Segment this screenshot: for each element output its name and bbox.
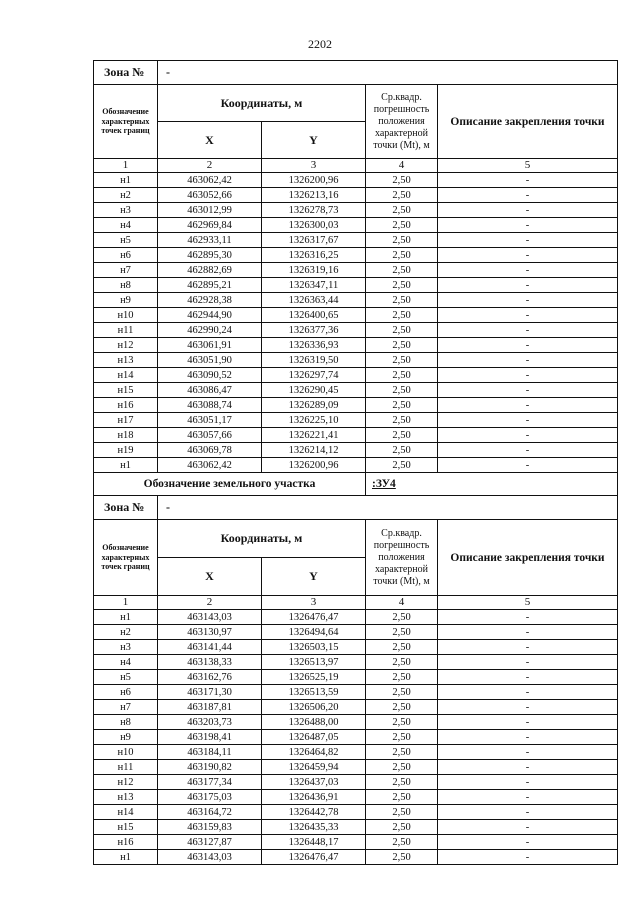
col-num-1: 1: [94, 159, 158, 173]
table-row: [94, 625, 618, 640]
y-value: 1326488,00: [262, 715, 366, 730]
description-value: -: [438, 353, 618, 368]
description-value: -: [438, 640, 618, 655]
accuracy-value: 2,50: [366, 383, 438, 398]
table-row: [94, 850, 618, 865]
table-row: [94, 775, 618, 790]
table-row: [94, 233, 618, 248]
description-value: -: [438, 835, 618, 850]
accuracy-value: 2,50: [366, 398, 438, 413]
accuracy-value: 2,50: [366, 610, 438, 625]
y-value: 1326319,50: [262, 353, 366, 368]
table-row: [94, 413, 618, 428]
description-value: -: [438, 173, 618, 188]
point-label: н2: [94, 625, 158, 640]
table-row: [94, 383, 618, 398]
accuracy-value: 2,50: [366, 278, 438, 293]
accuracy-value: 2,50: [366, 218, 438, 233]
y-value: 1326290,45: [262, 383, 366, 398]
x-value: 463171,30: [158, 685, 262, 700]
col-num-5: 5: [438, 596, 618, 610]
x-value: 463159,83: [158, 820, 262, 835]
zone-2-label: Зона №: [94, 496, 158, 520]
description-value: -: [438, 248, 618, 263]
table-row: [94, 308, 618, 323]
description-value: -: [438, 278, 618, 293]
table-row: [94, 805, 618, 820]
description-value: -: [438, 730, 618, 745]
x-value: 463061,91: [158, 338, 262, 353]
x-value: 462944,90: [158, 308, 262, 323]
accuracy-value: 2,50: [366, 670, 438, 685]
table-row: [94, 173, 618, 188]
x-value: 462990,24: [158, 323, 262, 338]
table-row: [94, 655, 618, 670]
table-row: [94, 730, 618, 745]
point-label: н9: [94, 293, 158, 308]
table-row: [94, 428, 618, 443]
description-value: -: [438, 805, 618, 820]
accuracy-value: 2,50: [366, 323, 438, 338]
col-num-1: 1: [94, 596, 158, 610]
header-description: Описание закрепления точки: [438, 85, 618, 159]
x-value: 463143,03: [158, 610, 262, 625]
point-label: н16: [94, 398, 158, 413]
y-value: 1326436,91: [262, 790, 366, 805]
table-row: [94, 263, 618, 278]
point-label: н12: [94, 775, 158, 790]
description-value: -: [438, 293, 618, 308]
description-value: -: [438, 233, 618, 248]
description-value: -: [438, 610, 618, 625]
point-label: н14: [94, 368, 158, 383]
description-value: -: [438, 338, 618, 353]
table-row: [94, 203, 618, 218]
zone-1-row: [94, 61, 618, 85]
description-value: -: [438, 188, 618, 203]
table-row: [94, 353, 618, 368]
description-value: -: [438, 625, 618, 640]
y-value: 1326278,73: [262, 203, 366, 218]
accuracy-value: 2,50: [366, 730, 438, 745]
description-value: -: [438, 820, 618, 835]
table-row: [94, 293, 618, 308]
y-value: 1326225,10: [262, 413, 366, 428]
x-value: 463012,99: [158, 203, 262, 218]
table-row: [94, 610, 618, 625]
accuracy-value: 2,50: [366, 458, 438, 473]
y-value: 1326347,11: [262, 278, 366, 293]
point-label: н1: [94, 173, 158, 188]
description-value: -: [438, 308, 618, 323]
y-value: 1326200,96: [262, 458, 366, 473]
y-value: 1326437,03: [262, 775, 366, 790]
table-row: [94, 640, 618, 655]
y-value: 1326464,82: [262, 745, 366, 760]
col-num-4: 4: [366, 596, 438, 610]
y-value: 1326363,44: [262, 293, 366, 308]
point-label: н11: [94, 760, 158, 775]
x-value: 463057,66: [158, 428, 262, 443]
table-row: [94, 368, 618, 383]
zone-1-header-row-1: [94, 85, 618, 122]
x-value: 462928,38: [158, 293, 262, 308]
table-row: [94, 323, 618, 338]
y-value: 1326476,47: [262, 610, 366, 625]
accuracy-value: 2,50: [366, 338, 438, 353]
accuracy-value: 2,50: [366, 640, 438, 655]
coordinates-table: [93, 60, 618, 865]
zone-2-row: [94, 496, 618, 520]
description-value: -: [438, 685, 618, 700]
description-value: -: [438, 323, 618, 338]
zone-2-header-row-1: [94, 520, 618, 558]
zone-1-column-numbers: [94, 159, 618, 173]
accuracy-value: 2,50: [366, 263, 438, 278]
x-value: 463143,03: [158, 850, 262, 865]
accuracy-value: 2,50: [366, 655, 438, 670]
x-value: 462933,11: [158, 233, 262, 248]
point-label: н8: [94, 715, 158, 730]
x-value: 463088,74: [158, 398, 262, 413]
parcel-designation-label: Обозначение земельного участка: [94, 473, 366, 496]
description-value: -: [438, 218, 618, 233]
x-value: 463198,41: [158, 730, 262, 745]
y-value: 1326448,17: [262, 835, 366, 850]
point-label: н16: [94, 835, 158, 850]
x-value: 463190,82: [158, 760, 262, 775]
description-value: -: [438, 790, 618, 805]
zone-2-value: -: [158, 496, 618, 520]
accuracy-value: 2,50: [366, 353, 438, 368]
point-label: н15: [94, 383, 158, 398]
y-value: 1326214,12: [262, 443, 366, 458]
y-value: 1326200,96: [262, 173, 366, 188]
table-row: [94, 820, 618, 835]
accuracy-value: 2,50: [366, 413, 438, 428]
accuracy-value: 2,50: [366, 835, 438, 850]
y-value: 1326316,25: [262, 248, 366, 263]
page-number: 2202: [308, 37, 332, 51]
x-value: 463162,76: [158, 670, 262, 685]
point-label: н9: [94, 730, 158, 745]
x-value: 463052,66: [158, 188, 262, 203]
parcel-designation-row: [94, 473, 618, 496]
table-row: [94, 760, 618, 775]
point-label: н7: [94, 700, 158, 715]
y-value: 1326221,41: [262, 428, 366, 443]
accuracy-value: 2,50: [366, 428, 438, 443]
y-value: 1326513,59: [262, 685, 366, 700]
x-value: 463069,78: [158, 443, 262, 458]
table-row: [94, 278, 618, 293]
accuracy-value: 2,50: [366, 790, 438, 805]
point-label: н1: [94, 610, 158, 625]
col-num-3: 3: [262, 159, 366, 173]
accuracy-value: 2,50: [366, 700, 438, 715]
table-row: [94, 715, 618, 730]
point-label: н11: [94, 323, 158, 338]
description-value: -: [438, 458, 618, 473]
accuracy-value: 2,50: [366, 775, 438, 790]
description-value: -: [438, 775, 618, 790]
description-value: -: [438, 850, 618, 865]
x-value: 462895,21: [158, 278, 262, 293]
description-value: -: [438, 368, 618, 383]
x-value: 463130,97: [158, 625, 262, 640]
col-num-4: 4: [366, 159, 438, 173]
table-row: [94, 685, 618, 700]
point-label: н12: [94, 338, 158, 353]
coordinates-sheet: [93, 60, 617, 865]
accuracy-value: 2,50: [366, 368, 438, 383]
description-value: -: [438, 760, 618, 775]
description-value: -: [438, 413, 618, 428]
point-label: н8: [94, 278, 158, 293]
table-row: [94, 398, 618, 413]
accuracy-value: 2,50: [366, 820, 438, 835]
y-value: 1326459,94: [262, 760, 366, 775]
table-row: [94, 248, 618, 263]
accuracy-value: 2,50: [366, 745, 438, 760]
point-label: н6: [94, 685, 158, 700]
table-row: [94, 790, 618, 805]
x-value: 463184,11: [158, 745, 262, 760]
x-value: 463138,33: [158, 655, 262, 670]
accuracy-value: 2,50: [366, 443, 438, 458]
point-label: н3: [94, 203, 158, 218]
accuracy-value: 2,50: [366, 625, 438, 640]
point-label: н6: [94, 248, 158, 263]
y-value: 1326494,64: [262, 625, 366, 640]
point-label: н4: [94, 218, 158, 233]
description-value: -: [438, 700, 618, 715]
point-label: н4: [94, 655, 158, 670]
accuracy-value: 2,50: [366, 188, 438, 203]
col-num-2: 2: [158, 159, 262, 173]
x-value: 463177,34: [158, 775, 262, 790]
y-value: 1326400,65: [262, 308, 366, 323]
y-value: 1326503,15: [262, 640, 366, 655]
accuracy-value: 2,50: [366, 248, 438, 263]
header-coordinates: Координаты, м: [158, 520, 366, 558]
point-label: н5: [94, 670, 158, 685]
header-coordinates: Координаты, м: [158, 85, 366, 122]
point-label: н13: [94, 790, 158, 805]
header-point-designation: Обозначение характерных точек границ: [94, 85, 158, 159]
description-value: -: [438, 428, 618, 443]
header-point-designation: Обозначение характерных точек границ: [94, 520, 158, 596]
y-value: 1326506,20: [262, 700, 366, 715]
zone-1-label: Зона №: [94, 61, 158, 85]
y-value: 1326525,19: [262, 670, 366, 685]
y-value: 1326435,33: [262, 820, 366, 835]
x-value: 463062,42: [158, 173, 262, 188]
x-value: 463062,42: [158, 458, 262, 473]
x-value: 463164,72: [158, 805, 262, 820]
header-x: X: [158, 122, 262, 159]
x-value: 463051,17: [158, 413, 262, 428]
accuracy-value: 2,50: [366, 173, 438, 188]
x-value: 463203,73: [158, 715, 262, 730]
header-x: X: [158, 558, 262, 596]
y-value: 1326297,74: [262, 368, 366, 383]
table-row: [94, 338, 618, 353]
table-row: [94, 700, 618, 715]
x-value: 463187,81: [158, 700, 262, 715]
accuracy-value: 2,50: [366, 233, 438, 248]
point-label: н19: [94, 443, 158, 458]
y-value: 1326289,09: [262, 398, 366, 413]
table-row: [94, 443, 618, 458]
point-label: н13: [94, 353, 158, 368]
y-value: 1326336,93: [262, 338, 366, 353]
accuracy-value: 2,50: [366, 715, 438, 730]
point-label: н17: [94, 413, 158, 428]
point-label: н10: [94, 745, 158, 760]
point-label: н3: [94, 640, 158, 655]
point-label: н15: [94, 820, 158, 835]
point-label: н18: [94, 428, 158, 443]
accuracy-value: 2,50: [366, 308, 438, 323]
col-num-3: 3: [262, 596, 366, 610]
accuracy-value: 2,50: [366, 850, 438, 865]
description-value: -: [438, 443, 618, 458]
header-y: Y: [262, 558, 366, 596]
x-value: 463090,52: [158, 368, 262, 383]
y-value: 1326476,47: [262, 850, 366, 865]
x-value: 463141,44: [158, 640, 262, 655]
description-value: -: [438, 203, 618, 218]
point-label: н2: [94, 188, 158, 203]
y-value: 1326213,16: [262, 188, 366, 203]
description-value: -: [438, 398, 618, 413]
description-value: -: [438, 670, 618, 685]
col-num-5: 5: [438, 159, 618, 173]
zone-2-column-numbers: [94, 596, 618, 610]
x-value: 462882,69: [158, 263, 262, 278]
description-value: -: [438, 655, 618, 670]
accuracy-value: 2,50: [366, 203, 438, 218]
col-num-2: 2: [158, 596, 262, 610]
point-label: н7: [94, 263, 158, 278]
zone-1-value: -: [158, 61, 618, 85]
y-value: 1326442,78: [262, 805, 366, 820]
parcel-designation-value: :ЗУ4: [366, 473, 618, 496]
header-accuracy: Ср.квадр. погрешность положения характерной точки (Mt), м: [366, 85, 438, 159]
point-label: н1: [94, 850, 158, 865]
x-value: 463051,90: [158, 353, 262, 368]
accuracy-value: 2,50: [366, 293, 438, 308]
table-row: [94, 458, 618, 473]
table-row: [94, 218, 618, 233]
y-value: 1326300,03: [262, 218, 366, 233]
point-label: н14: [94, 805, 158, 820]
accuracy-value: 2,50: [366, 805, 438, 820]
y-value: 1326513,97: [262, 655, 366, 670]
header-y: Y: [262, 122, 366, 159]
x-value: 462969,84: [158, 218, 262, 233]
point-label: н1: [94, 458, 158, 473]
x-value: 463175,03: [158, 790, 262, 805]
x-value: 463127,87: [158, 835, 262, 850]
table-row: [94, 670, 618, 685]
accuracy-value: 2,50: [366, 685, 438, 700]
y-value: 1326377,36: [262, 323, 366, 338]
point-label: н10: [94, 308, 158, 323]
header-accuracy: Ср.квадр. погрешность положения характерной точки (Mt), м: [366, 520, 438, 596]
table-row: [94, 745, 618, 760]
table-row: [94, 835, 618, 850]
description-value: -: [438, 715, 618, 730]
y-value: 1326317,67: [262, 233, 366, 248]
x-value: 463086,47: [158, 383, 262, 398]
header-description: Описание закрепления точки: [438, 520, 618, 596]
description-value: -: [438, 745, 618, 760]
table-row: [94, 188, 618, 203]
y-value: 1326487,05: [262, 730, 366, 745]
description-value: -: [438, 383, 618, 398]
point-label: н5: [94, 233, 158, 248]
y-value: 1326319,16: [262, 263, 366, 278]
accuracy-value: 2,50: [366, 760, 438, 775]
description-value: -: [438, 263, 618, 278]
x-value: 462895,30: [158, 248, 262, 263]
